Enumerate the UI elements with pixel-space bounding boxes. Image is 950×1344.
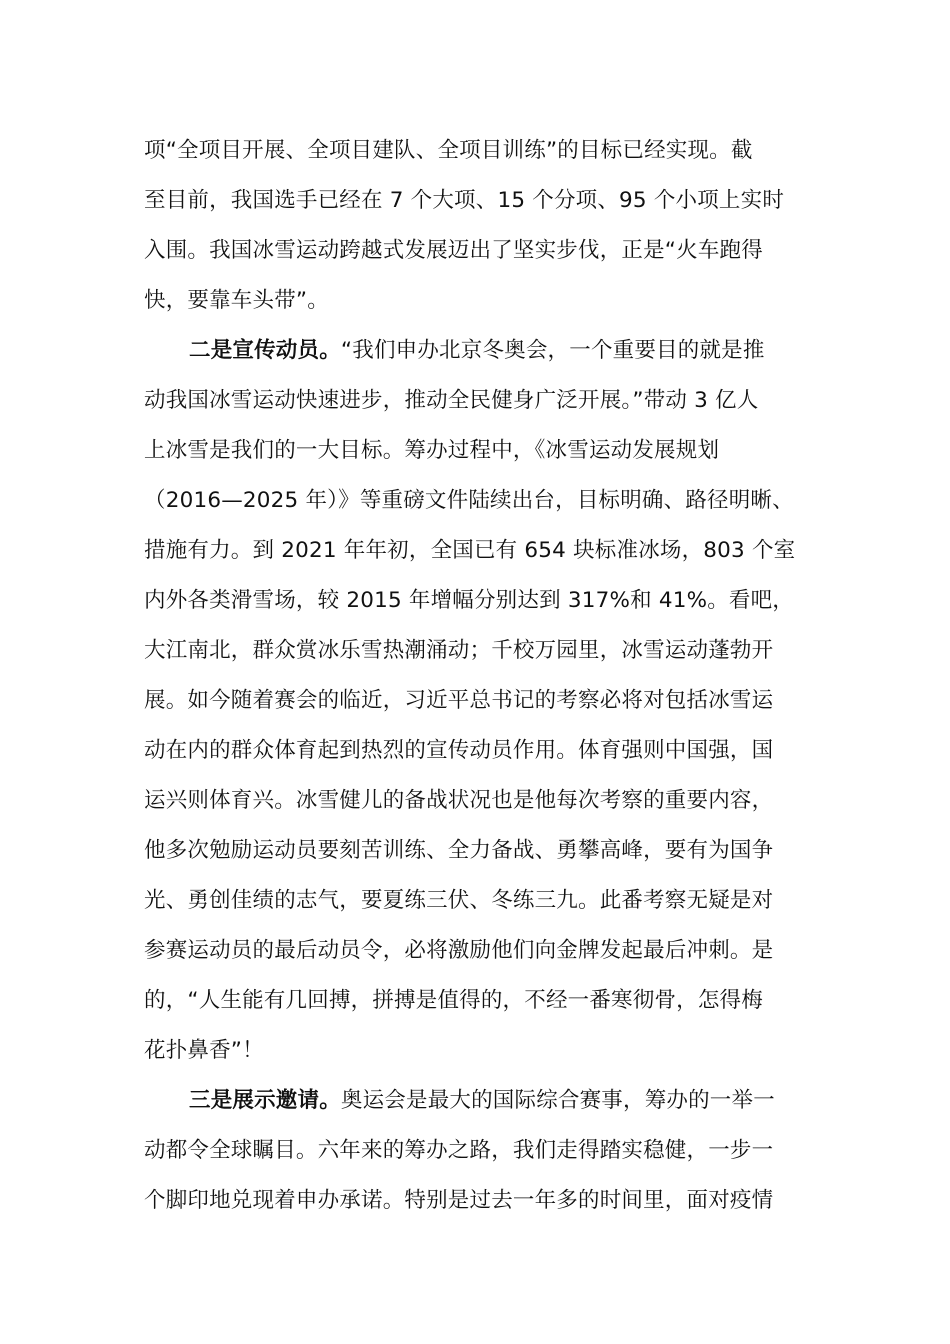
text-line: 的，“人生能有几回搏，拼搏是值得的，不经一番寒彻骨，怎得梅 — [144, 988, 763, 1013]
text-line: 内外各类滑雪场，较 2015 年增幅分别达到 317%和 41%。看吧， — [144, 588, 795, 613]
text-line: （2016—2025 年）》等重磅文件陆续出台，目标明确、路径明晰、 — [144, 488, 794, 513]
text-line: 动在内的群众体育起到热烈的宣传动员作用。体育强则中国强，国 — [144, 738, 774, 763]
text-line: 至目前，我国选手已经在 7 个大项、15 个分项、95 个小项上实时 — [144, 188, 785, 213]
heading-third: 三是展示邀请。 — [189, 1088, 341, 1113]
text-line: 奥运会是最大的国际综合赛事，筹办的一举一 — [340, 1088, 775, 1113]
paragraph-third — [189, 1086, 775, 1116]
text-line: 展。如今随着赛会的临近，习近平总书记的考察必将对包括冰雪运 — [144, 688, 774, 713]
text-line: 快，要靠车头带”。 — [144, 288, 329, 313]
text-line: 花扑鼻香”！ — [144, 1038, 264, 1063]
text-line: 上冰雪是我们的一大目标。筹办过程中，《冰雪运动发展规划 — [144, 438, 720, 463]
text-line: 措施有力。到 2021 年年初，全国已有 654 块标准冰场，803 个室 — [144, 538, 796, 563]
text-line: “我们申办北京冬奥会，一个重要目的就是推 — [340, 338, 765, 363]
text-line: 项“全项目开展、全项目建队、全项目训练”的目标已经实现。截 — [144, 138, 753, 163]
text-line: 运兴则体育兴。冰雪健儿的备战状况也是他每次考察的重要内容， — [144, 788, 774, 813]
heading-second: 二是宣传动员。 — [189, 338, 341, 363]
text-line: 大江南北，群众赏冰乐雪热潮涌动；千校万园里，冰雪运动蓬勃开 — [144, 638, 774, 663]
text-line: 个脚印地兑现着申办承诺。特别是过去一年多的时间里，面对疫情 — [144, 1188, 774, 1213]
paragraph-second — [189, 336, 765, 366]
text-line: 入围。我国冰雪运动跨越式发展迈出了坚实步伐，正是“火车跑得 — [144, 238, 763, 263]
text-line: 他多次勉励运动员要刻苦训练、全力备战、勇攀高峰，要有为国争 — [144, 838, 774, 863]
text-line: 动都令全球瞩目。六年来的筹办之路，我们走得踏实稳健，一步一 — [144, 1138, 774, 1163]
text-line: 参赛运动员的最后动员令，必将激励他们向金牌发起最后冲刺。是 — [144, 938, 774, 963]
text-line: 动我国冰雪运动快速进步，推动全民健身广泛开展。”带动 3 亿人 — [144, 388, 759, 413]
text-line: 光、勇创佳绩的志气，要夏练三伏、冬练三九。此番考察无疑是对 — [144, 888, 774, 913]
